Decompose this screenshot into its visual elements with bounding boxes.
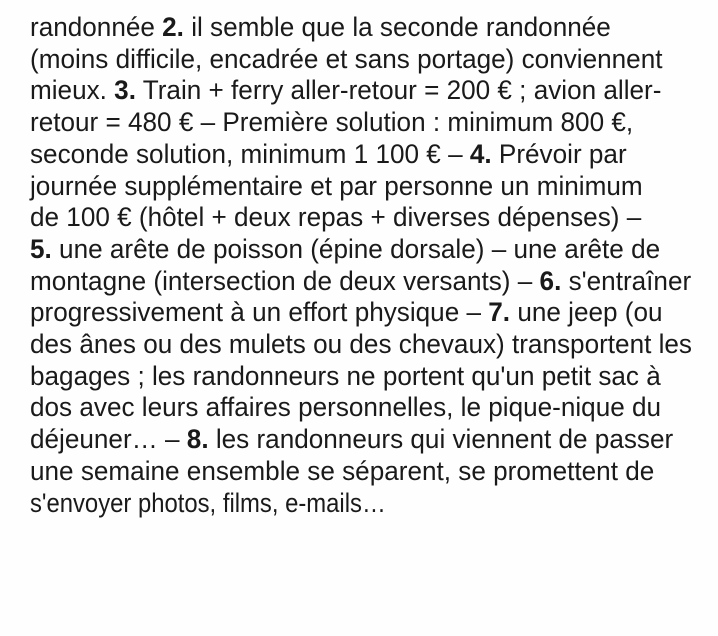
text-line bbox=[30, 456, 710, 488]
item-number: 3. bbox=[114, 75, 136, 106]
text-run: de 100 € (hôtel + deux repas + diverses dépenses) – bbox=[30, 202, 642, 233]
text-line bbox=[30, 75, 710, 107]
text-run: Prévoir par bbox=[491, 138, 627, 169]
text-run: une semaine ensemble se séparent, se promettent de bbox=[30, 455, 655, 486]
text-run: Train + ferry aller-retour = 200 € ; avion aller- bbox=[135, 75, 662, 106]
text-run: bagages ; les randonneurs ne portent qu'un petit sac à bbox=[30, 360, 661, 391]
text-line bbox=[30, 392, 710, 424]
text-run: retour = 480 € – Première solution : minimum 800 €, bbox=[30, 107, 634, 138]
item-number: 6. bbox=[539, 265, 562, 296]
text-run: des ânes ou des mulets ou des chevaux) transportent les bbox=[30, 329, 692, 360]
text-line bbox=[30, 329, 710, 361]
item-number: 2. bbox=[162, 12, 184, 42]
text-run: s'envoyer photos, films, e-mails… bbox=[30, 487, 386, 518]
text-run: mieux. bbox=[30, 75, 115, 106]
text-line bbox=[30, 12, 710, 44]
item-number: 4. bbox=[469, 138, 492, 169]
text-run: dos avec leurs affaires personnelles, le pique-nique du bbox=[30, 392, 662, 423]
text-line bbox=[30, 361, 710, 393]
text-line bbox=[30, 234, 710, 266]
text-run: une arête de poisson (épine dorsale) – une arête de bbox=[51, 233, 661, 264]
text-line bbox=[30, 424, 710, 456]
item-number: 5. bbox=[30, 233, 52, 264]
text-line bbox=[30, 171, 710, 203]
text-line bbox=[30, 202, 710, 234]
item-number: 8. bbox=[186, 424, 209, 455]
text-run: montagne (intersection de deux versants) – bbox=[30, 265, 540, 296]
text-line bbox=[30, 44, 710, 76]
text-run: une jeep (ou bbox=[510, 297, 663, 328]
text-run: (moins difficile, encadrée et sans portage) conviennent bbox=[30, 43, 663, 74]
text-line bbox=[30, 488, 651, 520]
text-run: journée supplémentaire et par personne un minimum bbox=[30, 170, 643, 201]
text-run: progressivement à un effort physique – bbox=[30, 297, 489, 328]
text-run: seconde solution, minimum 1 100 € – bbox=[30, 138, 470, 169]
text-line bbox=[30, 107, 710, 139]
text-run: s'entraîner bbox=[561, 265, 692, 296]
text-line bbox=[30, 297, 710, 329]
item-number: 7. bbox=[488, 297, 511, 328]
text-run: les randonneurs qui viennent de passer bbox=[208, 424, 674, 455]
text-run: il semble que la seconde randonnée bbox=[183, 12, 611, 42]
text-run: randonnée bbox=[30, 12, 163, 42]
text-run: déjeuner… – bbox=[30, 424, 187, 455]
text-line bbox=[30, 266, 710, 298]
text-line bbox=[30, 139, 710, 171]
answer-paragraph bbox=[30, 12, 718, 519]
